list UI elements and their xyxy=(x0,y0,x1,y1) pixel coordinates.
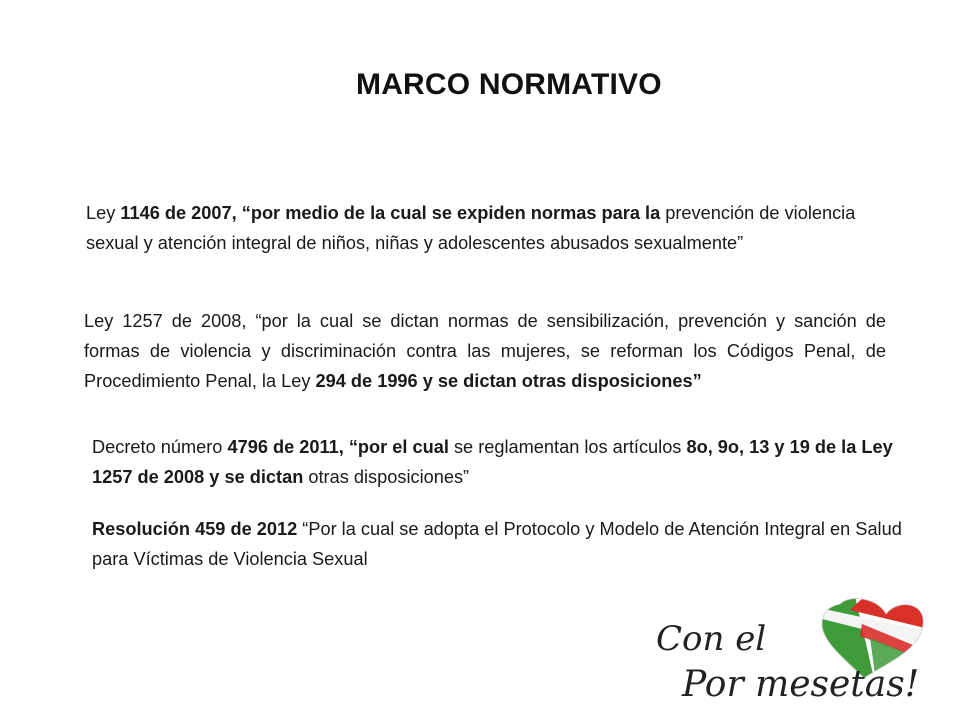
decreto-text-4: 8o, 9o, 13 y 19 de la Ley 1257 de 2008 y se dictan xyxy=(92,437,893,487)
decreto-4796-paragraph xyxy=(92,432,922,492)
con-el-por-mesetas-logo xyxy=(650,596,950,714)
ley-1146-paragraph xyxy=(86,198,866,258)
ley-1146-text-2: 1146 de 2007, “por medio de la cual se expiden normas para la xyxy=(120,203,661,223)
ley-1257-text-2: 294 de 1996 y se dictan otras disposiciones” xyxy=(315,371,702,391)
resolucion-459-paragraph xyxy=(92,514,912,574)
decreto-text-5: otras disposiciones” xyxy=(303,467,470,487)
ley-1146-text-3: prevención de violencia sexual y atención integral de niños, niñas y adolescentes abusados sexualmente” xyxy=(86,203,856,253)
decreto-text-1: Decreto número xyxy=(92,437,228,457)
decreto-text-3: se reglamentan los artículos xyxy=(448,437,687,457)
ley-1257-text-1: Ley 1257 de 2008, “por la cual se dictan normas de sensibilización, prevención y sanción de formas de violencia y discriminación contra las mujeres, se reforman los Códigos Penal, de Procedimiento Penal, la Ley xyxy=(84,311,886,391)
decreto-text-2: 4796 de 2011, “por el cual xyxy=(227,437,449,457)
logo-line-1: Con el xyxy=(656,619,767,659)
resolucion-text-1: Resolución 459 de 2012 xyxy=(92,519,298,539)
page-title: MARCO NORMATIVO xyxy=(356,68,662,101)
ley-1257-paragraph xyxy=(84,306,886,396)
heart-flag-logo-graphic xyxy=(650,596,950,714)
logo-line-2: Por mesetas! xyxy=(682,664,920,705)
ley-1146-text-1: Ley xyxy=(86,203,121,223)
resolucion-text-2: “Por la cual se adopta el Protocolo y Modelo de Atención Integral en Salud para Víctimas de Violencia Sexual xyxy=(92,519,902,569)
